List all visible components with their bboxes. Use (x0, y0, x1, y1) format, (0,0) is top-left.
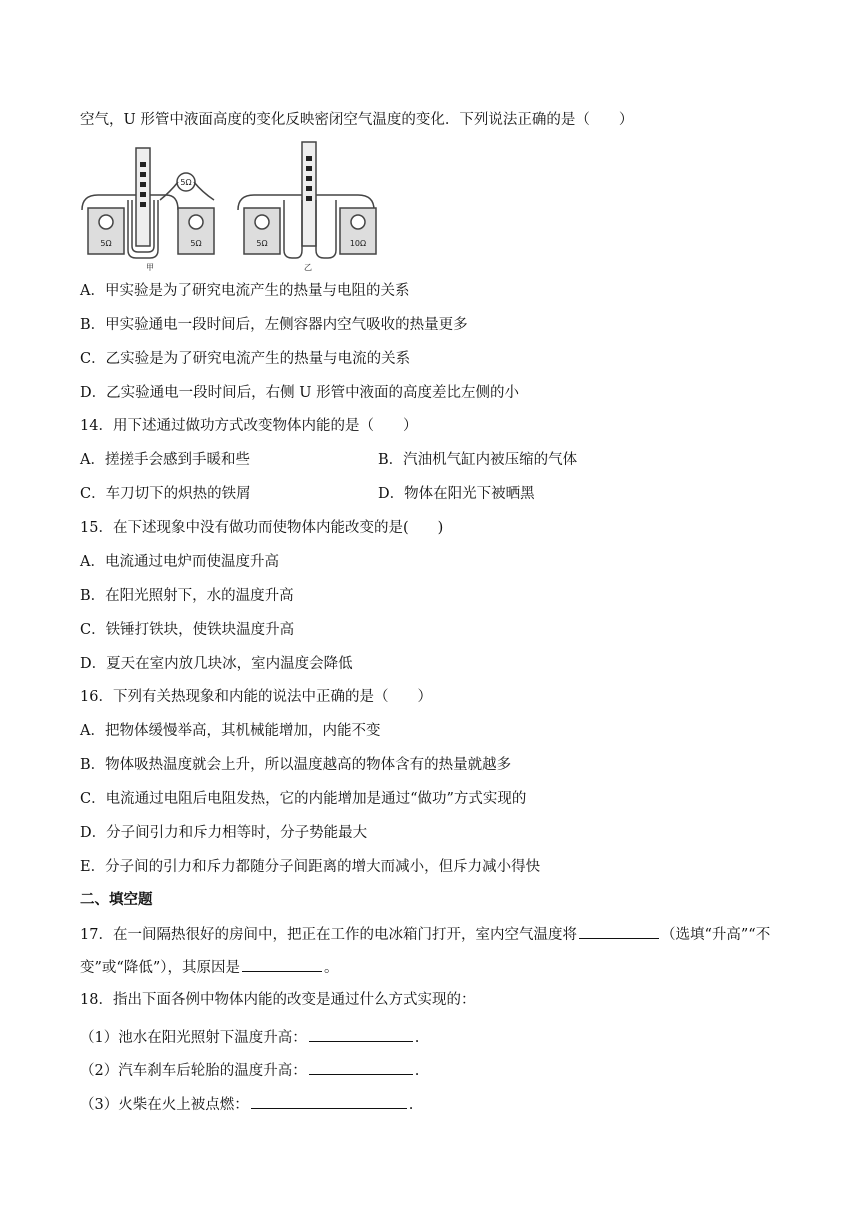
resistor-label-jia-left: 5Ω (100, 239, 112, 248)
resistor-label-jia-parallel: 5Ω (180, 178, 192, 187)
q18-item-3 (80, 1094, 413, 1115)
circuit-figure (78, 140, 378, 275)
q18-blank-2[interactable] (309, 1060, 413, 1075)
resistor-label-yi-right: 10Ω (349, 239, 367, 248)
q18-item-1-text: （1）池水在阳光照射下温度升高： (80, 1030, 307, 1046)
q16-option-d: D．分子间引力和斥力相等时，分子势能最大 (80, 825, 368, 841)
q15-option-d: D．夏天在室内放几块冰，室内温度会降低 (80, 656, 353, 672)
figure-label-yi: 乙 (304, 263, 312, 272)
q16-option-a: A．把物体缓慢举高，其机械能增加，内能不变 (80, 723, 381, 739)
figure-label-jia: 甲 (146, 263, 154, 272)
q18-item-1 (80, 1027, 419, 1048)
question-13-stem-continuation: 空气，U 形管中液面高度的变化反映密闭空气温度的变化．下列说法正确的是（ ） (80, 112, 634, 128)
q17-text-2: （选填“升高”“不 (660, 927, 771, 943)
q18-item-2-end: . (414, 1063, 420, 1079)
q17-line-1 (80, 924, 770, 945)
q18-blank-1[interactable] (309, 1027, 413, 1042)
q14-stem: 14．用下述通过做功方式改变物体内能的是（ ） (80, 418, 418, 434)
q13-option-c: C．乙实验是为了研究电流产生的热量与电流的关系 (80, 351, 411, 367)
q17-text-4: 。 (324, 960, 339, 976)
q18-item-1-end: . (414, 1030, 420, 1046)
q14-option-d: D．物体在阳光下被晒黑 (378, 486, 535, 502)
q16-option-e: E．分子间的引力和斥力都随分子间距离的增大而减小，但斥力减小得快 (80, 859, 541, 875)
q17-blank-2[interactable] (242, 957, 322, 972)
resistor-label-yi-left: 5Ω (256, 239, 268, 248)
q18-item-3-end: . (408, 1097, 414, 1113)
q18-item-2-text: （2）汽车刹车后轮胎的温度升高： (80, 1063, 307, 1079)
q18-item-2 (80, 1060, 419, 1081)
q17-blank-1[interactable] (579, 924, 659, 939)
q13-option-d: D．乙实验通电一段时间后，右侧 U 形管中液面的高度差比左侧的小 (80, 385, 520, 401)
q18-blank-3[interactable] (251, 1094, 407, 1109)
resistor-label-jia-right: 5Ω (190, 239, 202, 248)
q16-stem: 16．下列有关热现象和内能的说法中正确的是（ ） (80, 689, 432, 705)
q15-stem: 15．在下述现象中没有做功而使物体内能改变的是( ) (80, 520, 444, 536)
q16-option-c: C．电流通过电阻后电阻发热，它的内能增加是通过“做功”方式实现的 (80, 791, 527, 807)
q15-option-c: C．铁锤打铁块，使铁块温度升高 (80, 622, 295, 638)
q17-text-3: 变”或“降低”），其原因是 (80, 960, 240, 976)
q13-option-b: B．甲实验通电一段时间后，左侧容器内空气吸收的热量更多 (80, 317, 468, 333)
q18-item-3-text: （3）火柴在火上被点燃： (80, 1097, 249, 1113)
q18-stem: 18．指出下面各例中物体内能的改变是通过什么方式实现的： (80, 992, 476, 1008)
q14-option-a: A．搓搓手会感到手暖和些 (80, 452, 250, 468)
q15-option-a: A．电流通过电炉而使温度升高 (80, 554, 279, 570)
section-title: 二、填空题 (80, 891, 153, 908)
q13-option-a: A．甲实验是为了研究电流产生的热量与电阻的关系 (80, 283, 410, 299)
q14-option-c: C．车刀切下的炽热的铁屑 (80, 486, 251, 502)
q14-option-b: B．汽油机气缸内被压缩的气体 (378, 452, 578, 468)
q17-text-1: 17．在一间隔热很好的房间中，把正在工作的电冰箱门打开，室内空气温度将 (80, 927, 577, 943)
q15-option-b: B．在阳光照射下，水的温度升高 (80, 588, 294, 604)
q17-line-2 (80, 957, 339, 978)
q16-option-b: B．物体吸热温度就会上升，所以温度越高的物体含有的热量就越多 (80, 757, 512, 773)
